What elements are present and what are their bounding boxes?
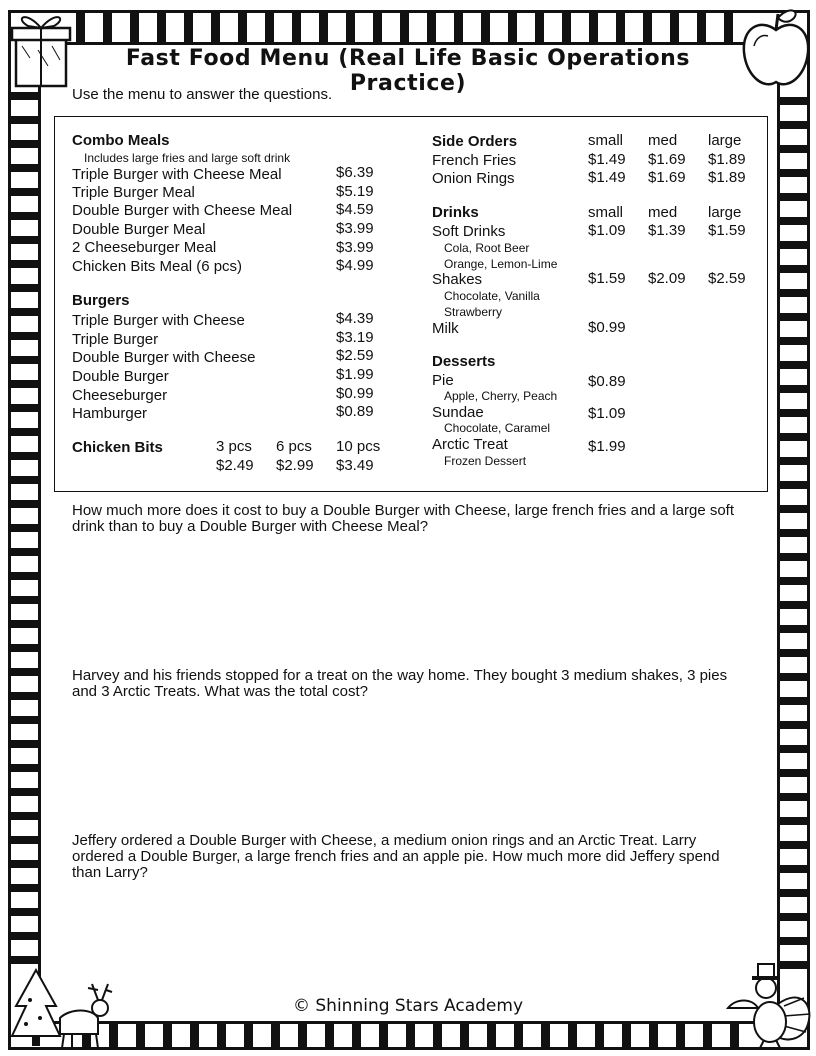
border-stripe xyxy=(11,212,39,220)
border-stripe xyxy=(11,308,39,316)
drink-size-small: small xyxy=(588,204,624,221)
border-stripe xyxy=(11,92,39,100)
gift-icon xyxy=(8,6,74,90)
border-stripe xyxy=(11,116,39,124)
border-stripe xyxy=(779,193,807,201)
border-stripe xyxy=(184,13,193,43)
side-size-med: med xyxy=(648,132,678,149)
question-1: How much more does it cost to buy a Double Burger with Cheese, large french fries and a large soft drink than to buy a Double Burger with Cheese Meal? xyxy=(72,502,734,535)
side-item-name: Onion Rings xyxy=(432,170,515,187)
border-stripe xyxy=(352,1022,361,1050)
milk-price: $0.99 xyxy=(588,319,626,336)
side-item-name: French Fries xyxy=(432,152,517,169)
combo-item-price: $6.39 xyxy=(336,164,374,181)
border-stripe xyxy=(779,865,807,873)
chicken-size: 6 pcs xyxy=(276,438,312,455)
border-stripe xyxy=(514,1022,523,1050)
border-stripe xyxy=(779,553,807,561)
side-item-price: $1.69 xyxy=(648,151,686,168)
dessert-item-price: $0.89 xyxy=(588,373,626,390)
border-stripe xyxy=(157,13,166,43)
burger-item-name: Double Burger xyxy=(72,368,169,385)
side-orders-heading: Side Orders xyxy=(432,133,518,150)
instructions: Use the menu to answer the questions. xyxy=(72,86,333,103)
border-stripe xyxy=(11,956,39,964)
chicken-size: 3 pcs xyxy=(216,438,252,455)
border-stripe xyxy=(11,716,39,724)
border-stripe xyxy=(11,356,39,364)
combo-item-name: Triple Burger Meal xyxy=(72,184,195,201)
side-item-price: $1.89 xyxy=(708,169,746,186)
border-stripe xyxy=(298,1022,307,1050)
border-stripe xyxy=(319,13,328,43)
chicken-bits-heading: Chicken Bits xyxy=(72,439,163,456)
dessert-item-note: Frozen Dessert xyxy=(444,454,527,468)
drink-size-large: large xyxy=(708,204,742,221)
border-stripe xyxy=(779,337,807,345)
border-stripe xyxy=(481,13,490,43)
milk-name: Milk xyxy=(432,320,459,337)
border-stripe xyxy=(779,313,807,321)
burger-item-name: Cheeseburger xyxy=(72,387,168,404)
border-stripe xyxy=(11,236,39,244)
border-stripe xyxy=(11,668,39,676)
side-size-large: large xyxy=(708,132,742,149)
question-3: Jeffery ordered a Double Burger with Cheese, a medium onion rings and an Arctic Treat. Larry ordered a Double Burger, a large french fries and an apple pie. How much more did Jeffery spend than Larry? xyxy=(72,832,720,881)
border-stripe xyxy=(217,1022,226,1050)
border-stripe xyxy=(779,409,807,417)
combo-meals-note: Includes large fries and large soft drink xyxy=(84,151,291,165)
border-stripe xyxy=(433,1022,442,1050)
burger-item-name: Double Burger with Cheese xyxy=(72,349,256,366)
combo-item-name: Double Burger Meal xyxy=(72,221,206,238)
border-stripe xyxy=(11,188,39,196)
border-stripe xyxy=(11,740,39,748)
border-stripe xyxy=(779,121,807,129)
drink-size-med: med xyxy=(648,204,678,221)
border-stripe xyxy=(11,404,39,412)
shakes-flavors: Strawberry xyxy=(444,305,503,319)
border-stripe xyxy=(779,505,807,513)
soft-drinks-price: $1.09 xyxy=(588,222,626,239)
border-stripe xyxy=(779,169,807,177)
border-stripe xyxy=(271,1022,280,1050)
border-stripe xyxy=(136,1022,145,1050)
shakes-name: Shakes xyxy=(432,271,483,288)
combo-item-price: $3.99 xyxy=(336,220,374,237)
border-stripe xyxy=(11,764,39,772)
border-stripe xyxy=(779,265,807,273)
border-stripe xyxy=(406,1022,415,1050)
border-stripe xyxy=(292,13,301,43)
dessert-item-note: Apple, Cherry, Peach xyxy=(444,389,558,403)
border-stripe xyxy=(779,433,807,441)
copyright-footer: © Shinning Stars Academy xyxy=(292,996,524,1016)
side-item-price: $1.69 xyxy=(648,169,686,186)
border-stripe xyxy=(11,260,39,268)
border-stripe xyxy=(622,1022,631,1050)
border-stripe xyxy=(11,500,39,508)
border-stripe xyxy=(11,884,39,892)
apple-icon xyxy=(738,6,814,92)
chicken-price: $3.49 xyxy=(336,457,374,474)
question-2: Harvey and his friends stopped for a treat on the way home. They bought 3 medium shakes, 3 pies and 3 Arctic Treats. What was the total cost? xyxy=(72,667,728,700)
chicken-size: 10 pcs xyxy=(336,438,381,455)
border-stripe xyxy=(670,13,679,43)
border-stripe xyxy=(454,13,463,43)
border-stripe xyxy=(779,529,807,537)
border-stripe xyxy=(616,13,625,43)
border-stripe xyxy=(779,385,807,393)
dessert-item-price: $1.99 xyxy=(588,438,626,455)
combo-item-name: 2 Cheeseburger Meal xyxy=(72,239,217,256)
chicken-price: $2.49 xyxy=(216,457,254,474)
burger-item-price: $4.39 xyxy=(336,310,374,327)
border-stripe xyxy=(325,1022,334,1050)
border-stripe xyxy=(779,577,807,585)
border-stripe xyxy=(11,620,39,628)
border-stripe xyxy=(779,889,807,897)
border-stripe xyxy=(562,13,571,43)
burger-item-price: $0.99 xyxy=(336,385,374,402)
border-stripe xyxy=(211,13,220,43)
border-stripe xyxy=(11,596,39,604)
border-stripe xyxy=(238,13,247,43)
border-stripe xyxy=(427,13,436,43)
border-stripe xyxy=(11,332,39,340)
burgers-heading: Burgers xyxy=(72,292,130,309)
border-stripe xyxy=(779,913,807,921)
border-stripe xyxy=(779,289,807,297)
border-stripe xyxy=(779,649,807,657)
border-stripe xyxy=(11,284,39,292)
border-stripe xyxy=(346,13,355,43)
dessert-item-price: $1.09 xyxy=(588,405,626,422)
shakes-flavors: Chocolate, Vanilla xyxy=(444,289,540,303)
border-stripe xyxy=(779,721,807,729)
border-stripe xyxy=(724,13,733,43)
combo-item-name: Chicken Bits Meal (6 pcs) xyxy=(72,258,243,275)
border-stripe xyxy=(568,1022,577,1050)
border-stripe xyxy=(779,361,807,369)
border-stripe xyxy=(779,673,807,681)
border-stripe xyxy=(11,140,39,148)
burger-item-price: $3.19 xyxy=(336,329,374,346)
border-stripe xyxy=(779,625,807,633)
border-stripe xyxy=(779,241,807,249)
burger-item-price: $1.99 xyxy=(336,366,374,383)
combo-item-name: Double Burger with Cheese Meal xyxy=(72,202,293,219)
border-stripe xyxy=(589,13,598,43)
soft-drinks-price: $1.59 xyxy=(708,222,746,239)
burger-item-price: $2.59 xyxy=(336,347,374,364)
border-stripe xyxy=(379,1022,388,1050)
dessert-item-name: Arctic Treat xyxy=(432,436,508,453)
border-stripe xyxy=(779,745,807,753)
border-stripe xyxy=(11,788,39,796)
combo-meals-heading: Combo Meals xyxy=(72,132,170,149)
shakes-price: $1.59 xyxy=(588,270,626,287)
border-stripe xyxy=(373,13,382,43)
dessert-item-name: Pie xyxy=(432,372,454,389)
desserts-heading: Desserts xyxy=(432,353,496,370)
border-stripe xyxy=(703,1022,712,1050)
dessert-item-note: Chocolate, Caramel xyxy=(444,421,551,435)
border-stripe xyxy=(11,644,39,652)
border-stripe xyxy=(76,13,85,43)
border-stripe xyxy=(11,692,39,700)
chicken-price: $2.99 xyxy=(276,457,314,474)
border-stripe xyxy=(11,380,39,388)
border-stripe xyxy=(779,97,807,105)
border-stripe xyxy=(400,13,409,43)
burger-item-price: $0.89 xyxy=(336,403,374,420)
border-stripe xyxy=(11,452,39,460)
border-stripe xyxy=(11,572,39,580)
border-stripe xyxy=(11,908,39,916)
border-stripe xyxy=(779,145,807,153)
border-stripe xyxy=(11,164,39,172)
border-stripe xyxy=(643,13,652,43)
border-stripe xyxy=(535,13,544,43)
side-size-small: small xyxy=(588,132,624,149)
border-stripe xyxy=(460,1022,469,1050)
shakes-price: $2.09 xyxy=(648,270,686,287)
border-stripe xyxy=(779,769,807,777)
border-stripe xyxy=(779,793,807,801)
burger-item-name: Triple Burger with Cheese xyxy=(72,312,245,329)
border-stripe xyxy=(163,1022,172,1050)
shakes-price: $2.59 xyxy=(708,270,746,287)
border-stripe xyxy=(11,548,39,556)
border-stripe xyxy=(779,697,807,705)
border-stripe xyxy=(244,1022,253,1050)
side-item-price: $1.89 xyxy=(708,151,746,168)
border-stripe xyxy=(676,1022,685,1050)
border-stripe xyxy=(508,13,517,43)
border-stripe xyxy=(11,860,39,868)
combo-item-name: Triple Burger with Cheese Meal xyxy=(72,166,282,183)
border-stripe xyxy=(11,524,39,532)
border-stripe xyxy=(265,13,274,43)
border-stripe xyxy=(487,1022,496,1050)
border-stripe xyxy=(649,1022,658,1050)
soft-drinks-flavors: Cola, Root Beer xyxy=(444,241,530,255)
drinks-heading: Drinks xyxy=(432,204,479,221)
border-stripe xyxy=(190,1022,199,1050)
border-stripe xyxy=(103,13,112,43)
soft-drinks-flavors: Orange, Lemon-Lime xyxy=(444,257,558,271)
border-stripe xyxy=(11,932,39,940)
border-stripe xyxy=(11,836,39,844)
border-stripe xyxy=(130,13,139,43)
border-stripe xyxy=(11,476,39,484)
border-stripe xyxy=(595,1022,604,1050)
soft-drinks-price: $1.39 xyxy=(648,222,686,239)
border-stripe xyxy=(779,481,807,489)
side-item-price: $1.49 xyxy=(588,151,626,168)
dessert-item-name: Sundae xyxy=(432,404,484,421)
page-title: Fast Food Menu (Real Life Basic Operations Practice) xyxy=(125,46,691,96)
combo-item-price: $4.99 xyxy=(336,257,374,274)
burger-item-name: Hamburger xyxy=(72,405,148,422)
border-stripe xyxy=(11,812,39,820)
border-stripe xyxy=(697,13,706,43)
border-stripe xyxy=(779,601,807,609)
burger-item-name: Triple Burger xyxy=(72,331,159,348)
border-stripe xyxy=(779,217,807,225)
border-stripe xyxy=(11,428,39,436)
combo-item-price: $3.99 xyxy=(336,239,374,256)
combo-item-price: $4.59 xyxy=(336,201,374,218)
soft-drinks-name: Soft Drinks xyxy=(432,223,506,240)
border-stripe xyxy=(779,457,807,465)
combo-item-price: $5.19 xyxy=(336,183,374,200)
side-item-price: $1.49 xyxy=(588,169,626,186)
border-stripe xyxy=(541,1022,550,1050)
border-stripe xyxy=(779,937,807,945)
border-stripe xyxy=(779,841,807,849)
border-stripe xyxy=(779,817,807,825)
